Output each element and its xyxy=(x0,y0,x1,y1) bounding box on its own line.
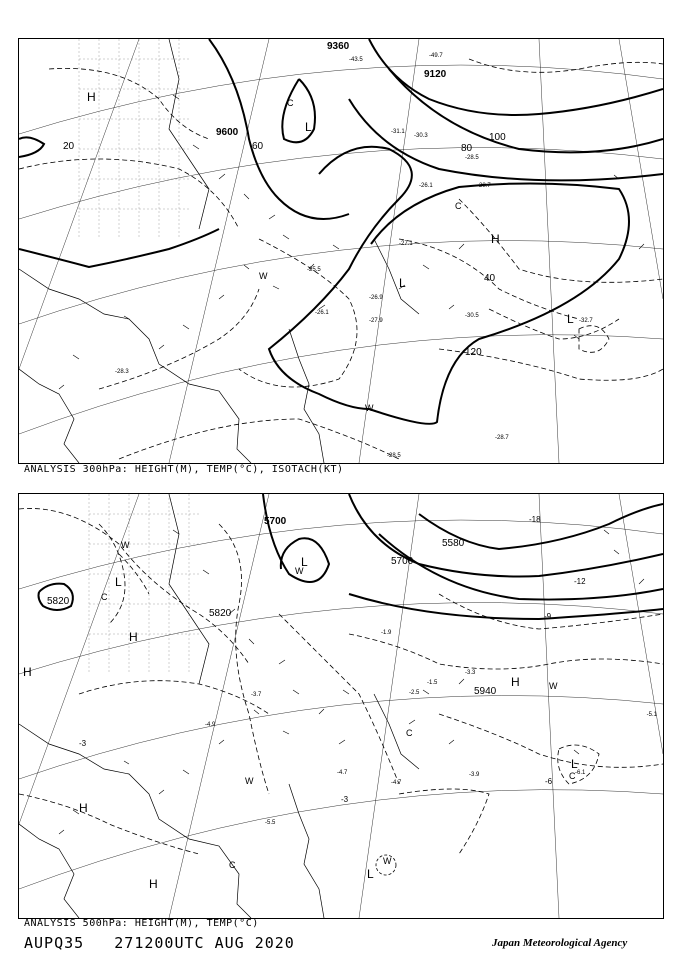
height-label: 9360 xyxy=(327,41,350,52)
temp-label: -5.1 xyxy=(646,712,657,718)
isotach-label: 80 xyxy=(461,143,473,154)
cold-center: C xyxy=(406,728,413,738)
low-center: L xyxy=(571,757,578,771)
height-label: 5820 xyxy=(47,596,70,607)
temp-label: -26.9 xyxy=(369,295,383,301)
height-contours xyxy=(19,39,663,424)
cold-center: C xyxy=(569,771,576,781)
temp-label: -3 xyxy=(341,795,349,804)
hatch-area xyxy=(79,39,189,239)
cold-center: C xyxy=(101,592,108,602)
isotach-label: 20 xyxy=(63,141,75,152)
height-label: 9120 xyxy=(424,69,447,80)
agency-name: Japan Meteorological Agency xyxy=(492,937,628,949)
temp-label: -28.7 xyxy=(495,435,509,441)
chart-code: AUPQ35 xyxy=(24,934,85,952)
warm-center: W xyxy=(259,271,268,281)
temp-label: -12 xyxy=(574,577,586,586)
temp-label: -25.5 xyxy=(307,267,321,273)
lower-chart-caption: ANALYSIS 500hPa: HEIGHT(M), TEMP(°C) xyxy=(24,918,259,929)
height-label: 5700 xyxy=(264,516,287,527)
temp-label: -30.3 xyxy=(414,133,428,139)
high-center: H xyxy=(87,90,96,104)
temp-label: -9 xyxy=(544,612,552,621)
temp-label: -6.1 xyxy=(575,770,586,776)
temp-label: -32.7 xyxy=(579,318,593,324)
hatch-area xyxy=(89,494,199,674)
isotach-label: 60 xyxy=(252,141,264,152)
warm-center: W xyxy=(549,681,558,691)
low-center: L xyxy=(305,120,312,134)
high-center: H xyxy=(23,665,32,679)
lower-chart-map xyxy=(19,494,663,918)
pressure-centers xyxy=(23,540,578,891)
warm-center: W xyxy=(365,403,374,413)
graticule xyxy=(19,494,663,918)
warm-center: W xyxy=(295,566,304,576)
temp-label: -28.3 xyxy=(115,369,129,375)
warm-center: W xyxy=(383,856,392,866)
temp-label: -30.5 xyxy=(465,313,479,319)
low-center: L xyxy=(115,575,122,589)
temp-label: -28.7 xyxy=(477,183,491,189)
temp-label: -4.9 xyxy=(205,722,216,728)
low-center: L xyxy=(399,276,406,290)
temp-label: -6 xyxy=(545,777,553,786)
temp-label: -28.5 xyxy=(387,453,401,459)
high-center: H xyxy=(149,877,158,891)
temp-label: -2.5 xyxy=(409,690,420,696)
high-center: H xyxy=(511,675,520,689)
temp-label: -3.7 xyxy=(251,692,262,698)
chart-id-line xyxy=(24,934,295,952)
cold-center: C xyxy=(287,98,294,108)
temp-label: -1.9 xyxy=(381,630,392,636)
temp-label: -26.1 xyxy=(419,183,433,189)
temp-label: -28.5 xyxy=(465,155,479,161)
temp-label: -27.9 xyxy=(369,318,383,324)
low-center: L xyxy=(367,867,374,881)
temp-label: -27.1 xyxy=(399,241,413,247)
high-center: H xyxy=(79,801,88,815)
height-label: 5700 xyxy=(391,556,414,567)
high-center: H xyxy=(491,232,500,246)
lower-chart-500hpa xyxy=(18,493,664,919)
isotach-label: 40 xyxy=(484,273,496,284)
isotach-label: 120 xyxy=(465,347,482,358)
height-label: 5940 xyxy=(474,686,497,697)
temp-label: -3.9 xyxy=(469,772,480,778)
upper-chart-map xyxy=(19,39,663,463)
cold-center: C xyxy=(229,860,236,870)
temp-label: -1.5 xyxy=(427,680,438,686)
temp-label: -43.5 xyxy=(349,57,363,63)
temp-label: -5.5 xyxy=(265,820,276,826)
station-plots xyxy=(59,95,644,389)
upper-chart-300hpa xyxy=(18,38,664,464)
isotach-label: 100 xyxy=(489,132,506,143)
warm-center: W xyxy=(245,776,254,786)
temp-label: -31.1 xyxy=(391,129,405,135)
height-labels xyxy=(47,516,497,697)
temp-label: -18 xyxy=(529,515,541,524)
height-label: 5580 xyxy=(442,538,465,549)
low-center: L xyxy=(301,555,308,569)
temp-label: -4.7 xyxy=(391,780,402,786)
temp-label: -3.3 xyxy=(465,670,476,676)
height-label: 5820 xyxy=(209,608,232,619)
temp-label: -3 xyxy=(79,739,87,748)
graticule xyxy=(19,39,663,463)
low-center: L xyxy=(567,312,574,326)
isotach-labels xyxy=(63,132,506,358)
upper-chart-caption: ANALYSIS 300hPa: HEIGHT(M), TEMP(°C), ISOTACH(KT) xyxy=(24,464,344,475)
warm-center: W xyxy=(121,540,130,550)
high-center: H xyxy=(129,630,138,644)
height-label: 9600 xyxy=(216,127,239,138)
cold-center: C xyxy=(455,201,462,211)
temp-label: -4.7 xyxy=(337,770,348,776)
temp-label: -49.7 xyxy=(429,53,443,59)
temperature-labels xyxy=(115,53,593,459)
valid-time: 271200UTC AUG 2020 xyxy=(114,934,295,952)
temp-label: -26.1 xyxy=(315,310,329,316)
